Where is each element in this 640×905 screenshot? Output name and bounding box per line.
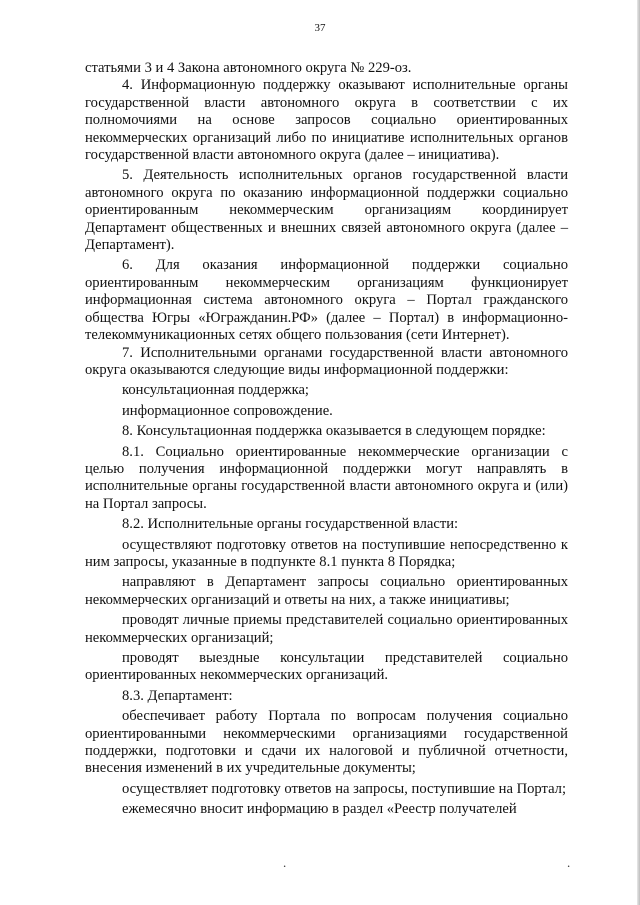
paragraph-8-1: 8.1. Социально ориентированные некоммерческие организации с целью получения информационной поддержки могут направлять в исполнительные органы государственной власти автономного округа и (или) на Портал запросы. [85, 443, 568, 512]
scan-mark: . [567, 855, 571, 870]
page-number: 37 [314, 22, 326, 34]
paragraph-7: 7. Исполнительными органами государственной власти автономного округа оказываются следующие виды информационной поддержки: [85, 344, 568, 378]
list-item: осуществляет подготовку ответов на запросы, поступившие на Портал; [122, 780, 567, 797]
paragraph-5: 5. Деятельность исполнительных органов государственной власти автономного округа по оказанию информационной поддержки социально ориентированным некоммерческим организациям координирует Департамент общественных и внешних связей автономного округа (далее – Департамент). [85, 167, 568, 254]
support-type-information: информационное сопровождение. [122, 402, 333, 419]
scan-mark: . [283, 855, 287, 870]
paragraph-8-2: 8.2. Исполнительные органы государственной власти: [122, 516, 459, 533]
list-item: осуществляют подготовку ответов на поступившие непосредственно к ним запросы, указанные в подпункте 8.1 пункта 8 Порядка; [85, 536, 568, 570]
list-item: ежемесячно вносит информацию в раздел «Реестр получателей [122, 801, 517, 818]
list-item: обеспечивает работу Портала по вопросам получения социально ориентированными некоммерческими организациями государственной поддержки, подготовки и сдачи их налоговой и публичной отчетности, внесения изменений в их учредительные документы; [85, 708, 568, 777]
paragraph-4: 4. Информационную поддержку оказывают исполнительные органы государственной власти автономного округа в соответствии с их полномочиями на основе запросов социально ориентированных некоммерческих организаций либо по инициативе исполнительных органов государственной власти автономного округа (далее – инициатива). [85, 77, 568, 164]
paragraph-8: 8. Консультационная поддержка оказывается в следующем порядке: [122, 423, 546, 440]
list-item: направляют в Департамент запросы социально ориентированных некоммерческих организаций и ответы на них, а также инициативы; [85, 574, 568, 608]
list-item: проводят личные приемы представителей социально ориентированных некоммерческих организаций; [85, 612, 568, 646]
support-type-consulting: консультационная поддержка; [122, 382, 309, 399]
paragraph-6: 6. Для оказания информационной поддержки социально ориентированным некоммерческим организациям функционирует информационная система автономного округа – Портал гражданского общества Югры «Югражданин.РФ» (далее – Портал) в информационно-телекоммуникационных сетях общего пользования (сети Интернет). [85, 257, 568, 344]
document-body [85, 60, 568, 819]
list-item: проводят выездные консультации представителей социально ориентированных некоммерческих организаций. [85, 650, 568, 684]
paragraph-continuation: статьями 3 и 4 Закона автономного округа № 229-оз. [85, 60, 412, 76]
paragraph-8-3: 8.3. Департамент: [122, 687, 233, 704]
